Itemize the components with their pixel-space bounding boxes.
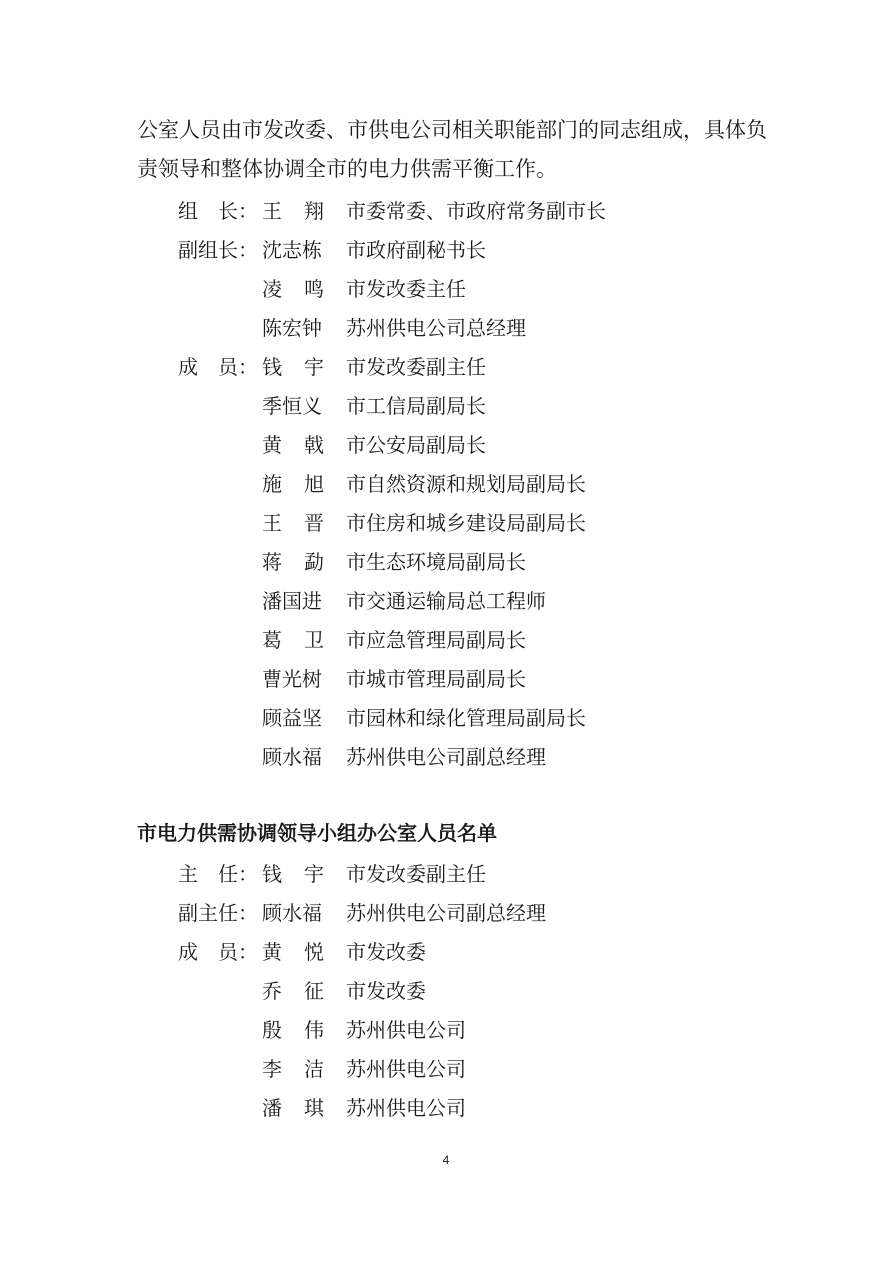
person-name-cell: [262, 702, 346, 731]
person-title: 市园林和绿化管理局副局长: [346, 706, 586, 730]
person-title: 苏州供电公司: [346, 1018, 466, 1042]
person-title: 市自然资源和规划局副局长: [346, 472, 586, 496]
person-title: 市发改委副主任: [346, 862, 486, 886]
person-title: 市住房和城乡建设局副局长: [346, 511, 586, 535]
leadership-group-roster: [178, 190, 778, 775]
person-name: 葛 卫: [262, 628, 324, 652]
person-title: 市发改委主任: [346, 277, 466, 301]
person-name-cell: [262, 975, 346, 1004]
person-name-cell: [262, 936, 346, 965]
person-name: 潘国进: [262, 589, 322, 613]
role-label: 组 长：: [178, 199, 258, 223]
person-name-cell: [262, 429, 346, 458]
person-name: 钱 宇: [262, 355, 324, 379]
person-title: 苏州供电公司: [346, 1096, 466, 1120]
person-name-cell: [262, 234, 346, 263]
person-name-cell: [262, 1092, 346, 1121]
office-row: [178, 892, 778, 931]
person-name: 季恒义: [262, 394, 322, 418]
person-title: 市交通运输局总工程师: [346, 589, 546, 613]
leadership_group-row: [178, 229, 778, 268]
person-name: 王 晋: [262, 511, 324, 535]
person-name-cell: [262, 624, 346, 653]
role-label: 成 员：: [178, 355, 258, 379]
office-heading: 市电力供需协调领导小组办公室人员名单: [137, 821, 497, 845]
person-title: 市政府副秘书长: [346, 238, 486, 262]
leadership_group-row: [178, 658, 778, 697]
person-name: 曹光树: [262, 667, 322, 691]
person-name: 李 洁: [262, 1057, 324, 1081]
person-name-cell: [262, 741, 346, 770]
role-label: 成 员：: [178, 940, 258, 964]
intro-line-1: 公室人员由市发改委、市供电公司相关职能部门的同志组成，具体负: [137, 118, 767, 142]
person-name-cell: [262, 312, 346, 341]
office-roster: [178, 853, 778, 1126]
office-row: [178, 970, 778, 1009]
role-label: 副组长：: [178, 238, 258, 262]
person-title: 市城市管理局副局长: [346, 667, 526, 691]
person-name-cell: [262, 351, 346, 380]
person-name: 沈志栋: [262, 238, 322, 262]
person-title: 苏州供电公司副总经理: [346, 901, 546, 925]
person-title: 市生态环境局副局长: [346, 550, 526, 574]
office-row: [178, 1009, 778, 1048]
person-name-cell: [262, 897, 346, 926]
person-title: 苏州供电公司: [346, 1057, 466, 1081]
role-label: 主 任：: [178, 862, 258, 886]
leadership_group-row: [178, 619, 778, 658]
role-label: 副主任：: [178, 901, 258, 925]
leadership_group-row: [178, 346, 778, 385]
office-row: [178, 1087, 778, 1126]
person-name-cell: [262, 468, 346, 497]
leadership_group-row: [178, 463, 778, 502]
person-name: 黄 悦: [262, 940, 324, 964]
person-name-cell: [262, 858, 346, 887]
person-name-cell: [262, 585, 346, 614]
person-name: 顾益坚: [262, 706, 322, 730]
leadership_group-row: [178, 307, 778, 346]
leadership_group-row: [178, 541, 778, 580]
person-name-cell: [262, 546, 346, 575]
person-name: 施 旭: [262, 472, 324, 496]
person-title: 市应急管理局副局长: [346, 628, 526, 652]
intro-line-2: 责领导和整体协调全市的电力供需平衡工作。: [137, 157, 557, 181]
page-number: 4: [442, 1153, 450, 1167]
person-title: 市工信局副局长: [346, 394, 486, 418]
leadership_group-row: [178, 385, 778, 424]
person-name: 顾水福: [262, 901, 322, 925]
person-name: 蒋 勐: [262, 550, 324, 574]
person-name: 王 翔: [262, 199, 324, 223]
leadership_group-row: [178, 424, 778, 463]
leadership_group-row: [178, 736, 778, 775]
office-row: [178, 931, 778, 970]
person-name-cell: [262, 1014, 346, 1043]
person-name: 陈宏钟: [262, 316, 322, 340]
person-title: 市委常委、市政府常务副市长: [346, 199, 606, 223]
person-title: 苏州供电公司副总经理: [346, 745, 546, 769]
person-name: 潘 琪: [262, 1096, 324, 1120]
person-name-cell: [262, 195, 346, 224]
person-title: 市公安局副局长: [346, 433, 486, 457]
person-name-cell: [262, 507, 346, 536]
person-name-cell: [262, 663, 346, 692]
leadership_group-row: [178, 697, 778, 736]
leadership_group-row: [178, 190, 778, 229]
leadership_group-row: [178, 580, 778, 619]
person-name-cell: [262, 1053, 346, 1082]
person-name: 殷 伟: [262, 1018, 324, 1042]
person-name: 乔 征: [262, 979, 324, 1003]
person-name: 钱 宇: [262, 862, 324, 886]
person-name-cell: [262, 390, 346, 419]
person-name-cell: [262, 273, 346, 302]
person-name: 顾水福: [262, 745, 322, 769]
intro-paragraph: [137, 111, 767, 189]
leadership_group-row: [178, 502, 778, 541]
person-title: 市发改委: [346, 979, 426, 1003]
leadership_group-row: [178, 268, 778, 307]
person-title: 市发改委副主任: [346, 355, 486, 379]
person-name: 黄 戟: [262, 433, 324, 457]
person-name: 凌 鸣: [262, 277, 324, 301]
person-title: 苏州供电公司总经理: [346, 316, 526, 340]
office-row: [178, 1048, 778, 1087]
person-title: 市发改委: [346, 940, 426, 964]
office-row: [178, 853, 778, 892]
